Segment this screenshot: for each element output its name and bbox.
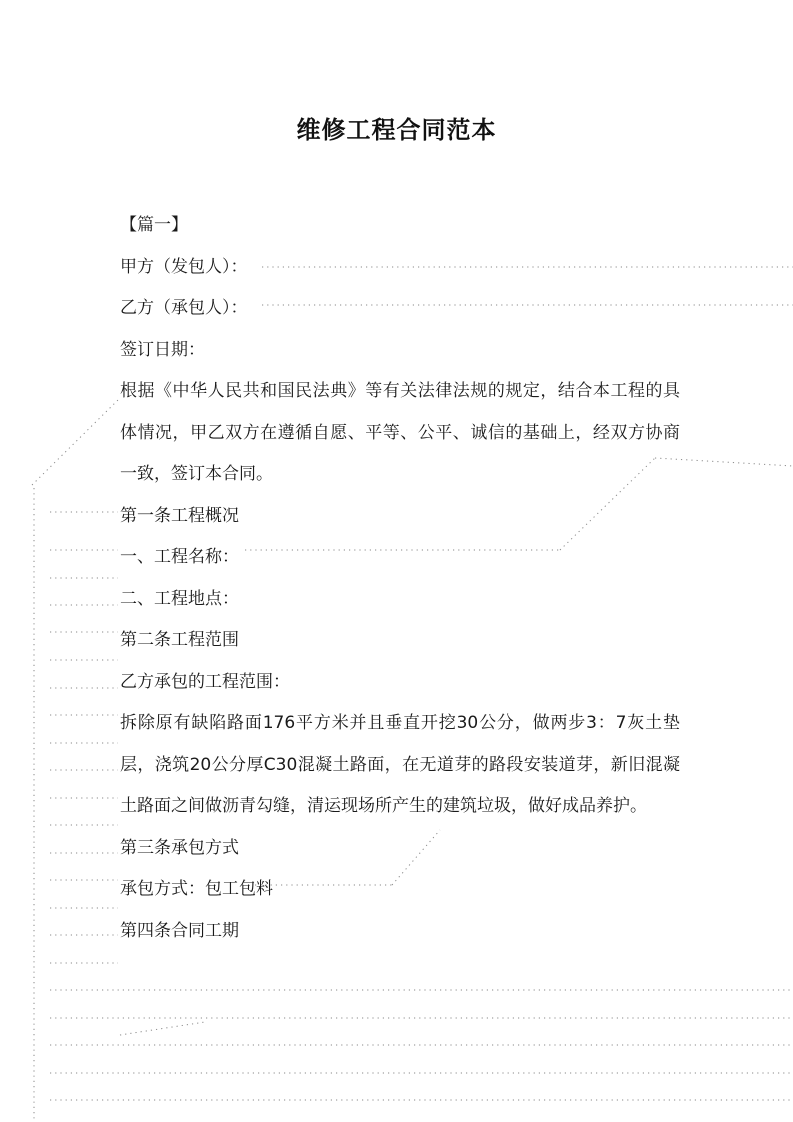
preamble-paragraph: 根据《中华人民共和国民法典》等有关法律法规的规定，结合本工程的具体情况，甲乙双方在遵循自愿、平等、公平、诚信的基础上，经双方协商一致，签订本合同。 [120,381,680,484]
section-heading-part-one: 【篇一】 [120,215,188,235]
article-2-heading: 第二条工程范围 [120,630,239,650]
contract-method-field: 承包方式：包工包料 [120,879,273,899]
document-title: 维修工程合同范本 [296,116,497,144]
article-3-heading: 第三条承包方式 [120,837,239,858]
article-4-heading: 第四条合同工期 [120,920,239,941]
scope-description-paragraph: 拆除原有缺陷路面176平方米并且垂直开挖30公分，做两步3：7灰土垫层，浇筑20公分厚C30混凝土路面，在无道芽的路段安装道芽，新旧混凝土路面之间做沥青勾缝，清运现场所产生的建筑垃圾，做好成品养护。 [120,713,680,816]
document-body [120,205,680,952]
party-a-field: 甲方（发包人）： [120,256,248,277]
article-1-heading: 第一条工程概况 [120,505,239,526]
scope-intro: 乙方承包的工程范围： [120,671,290,692]
project-location-field: 二、工程地点： [120,588,239,609]
project-name-field: 一、工程名称： [120,547,239,567]
party-b-field: 乙方（承包人）： [120,298,248,318]
signing-date-field: 签订日期： [120,339,205,360]
